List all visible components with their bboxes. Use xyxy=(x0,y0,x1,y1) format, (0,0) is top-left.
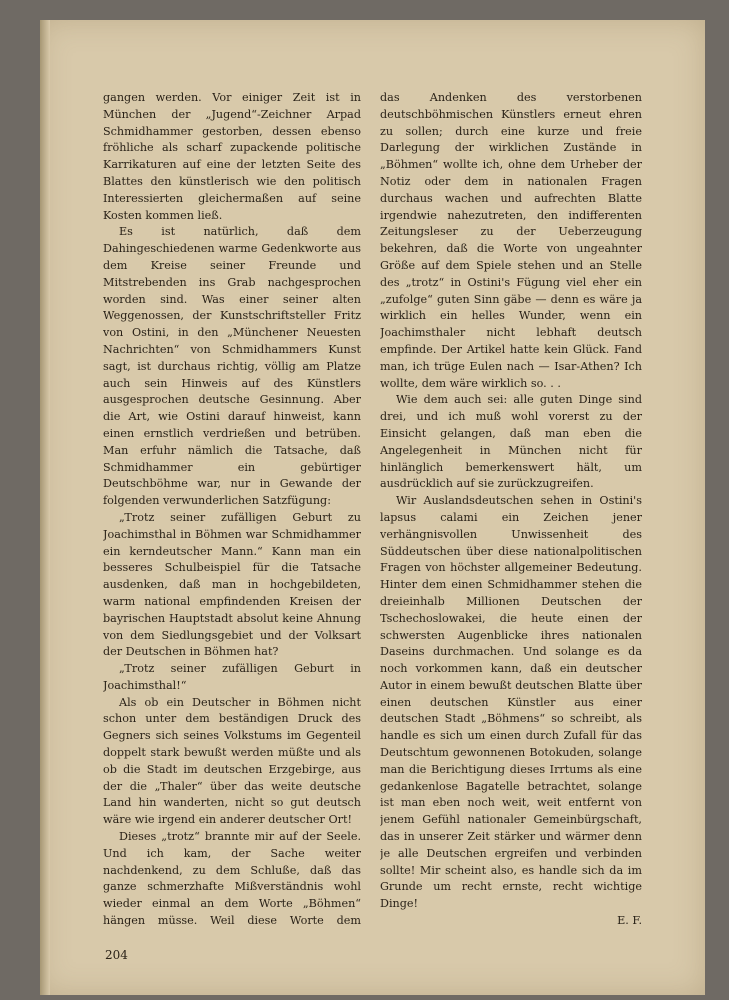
paragraph: das Andenken des verstorbenen deutschböhmischen Künstlers erneut ehren zu sollen; durch eine kurze und freie Darlegung der wirklichen Zustände in „Böhmen“ wollte ich, ohne dem Urheber der Notiz oder dem in nationalen Fragen durchaus wachen und aufrechten Blatte irgendwie nahezutreten, den indifferenten Zeitungsleser zu der Ueberzeugung bekehren, daß die Worte von ungeahnter Größe auf dem Spiele stehen und an Stelle des „trotz“ in Ostini's Fügung viel eher ein „zufolge“ guten Sinn gäbe — denn es wäre ja wirklich ein helles Wunder, wenn ein Joachimsthaler nicht lebhaft deutsch empfinde. Der Artikel hatte kein Glück. Fand man, ich trüge Eulen nach — Isar-Athen? Ich wollte, dem wäre wirklich so. . . xyxy=(380,91,642,390)
left-column xyxy=(103,90,361,930)
paragraph: Wir Auslandsdeutschen sehen in Ostini's lapsus calami ein Zeichen jener verhängnisvollen Unwissenheit des Süddeutschen über diese nationalpolitischen Fragen von höchster allgemeiner Bedeutung. Hinter dem einen Schmidhammer stehen die dreieinhalb Millionen Deutschen der Tschechoslowakei, die heute einen der schwersten Augenblicke ihres nationalen Daseins durchmachen. Und solange es da noch vorkommen kann, daß ein deutscher Autor in einem bewußt deutschen Blatte über einen deutschen Künstler aus einer deutschen Stadt „Böhmens“ so schreibt, als handle es sich um einen durch Zufall für das Deutschtum gewonnenen Botokuden, solange man die Berichtigung dieses Irrtums als eine gedankenlose Bagatelle betrachtet, solange ist man eben noch weit, weit entfernt von jenem Gefühl nationaler Gemeinbürgschaft, das in unserer Zeit stärker und wärmer denn je alle Deutschen ergreifen und verbinden sollte! Mir scheint also, es handle sich da im Grunde um recht ernste, recht wichtige Dinge! xyxy=(380,494,642,911)
signature: E. F. xyxy=(617,914,642,928)
right-column xyxy=(380,90,642,930)
paragraph: „Trotz seiner zufälligen Geburt zu Joachimsthal in Böhmen war Schmidhammer ein kerndeutscher Mann.“ Kann man ein besseres Schulbeispiel für die Tatsache ausdenken, daß man in hochgebildeten, warm national empfindenden Kreisen der bayrischen Hauptstadt absolut keine Ahnung von dem Siedlungsgebiet und der Volksart der Deutschen in Böhmen hat? xyxy=(103,510,361,659)
document-page xyxy=(40,20,705,995)
paragraph: gangen werden. Vor einiger Zeit ist in München der „Jugend“-Zeichner Arpad Schmidhammer gestorben, dessen ebenso fröhliche als scharf zupackende politische Karrikaturen auf eine der letzten Seite des Blattes den künstlerisch wie den politisch Interessierten gleichermaßen auf seine Kosten kommen ließ. xyxy=(103,91,361,222)
page-spine-shadow xyxy=(40,20,50,995)
paragraph: Wie dem auch sei: alle guten Dinge sind drei, und ich muß wohl vorerst zu der Einsicht gelangen, daß man eben die Angelegenheit in München nicht für hinlänglich bemerkenswert hält, um ausdrücklich auf sie zurückzugreifen. xyxy=(380,393,642,491)
paragraph: Es ist natürlich, daß dem Dahingeschiedenen warme Gedenkworte aus dem Kreise seiner Freunde und Mitstrebenden ins Grab nachgesprochen worden sind. Was einer seiner alten Weggenossen, der Kunstschriftsteller Fritz von Ostini, in den „Münchener Neuesten Nachrichten“ von Schmidhammers Kunst sagt, ist durchaus richtig, völlig am Platze auch sein Hinweis auf des Künstlers ausgesprochen deutsche Gesinnung. Aber die Art, wie Ostini darauf hinweist, kann einen ernstlich verdrießen und betrüben. Man erfuhr nämlich die Tatsache, daß Schmidhammer ein gebürtiger Deutschböhme war, nur in Gewande der folgenden verwunderlichen Satzfügung: xyxy=(103,225,361,508)
page-number: 204 xyxy=(105,948,128,962)
paragraph: Als ob ein Deutscher in Böhmen nicht schon unter dem beständigen Druck des Gegners sich seines Volkstums im Gegenteil doppelt stark bewußt werden müßte und als ob die Stadt im deutschen Erzgebirge, aus der die „Thaler“ über das weite deutsche Land hin wanderten, nicht so gut deutsch wäre wie irgend ein anderer deutscher Ort! xyxy=(103,695,361,827)
paragraph: Dieses „trotz“ brannte mir auf der Seele. Und ich kam, der Sache weiter nachdenkend, zu dem Schluße, daß das ganze schmerzhafte Mißverständnis wohl wieder einmal an dem Worte „Böhmen“ hängen müsse. Weil diese Worte dem xyxy=(103,830,361,928)
paragraph: „Trotz seiner zufälligen Geburt in Joachimsthal!“ xyxy=(103,662,361,692)
